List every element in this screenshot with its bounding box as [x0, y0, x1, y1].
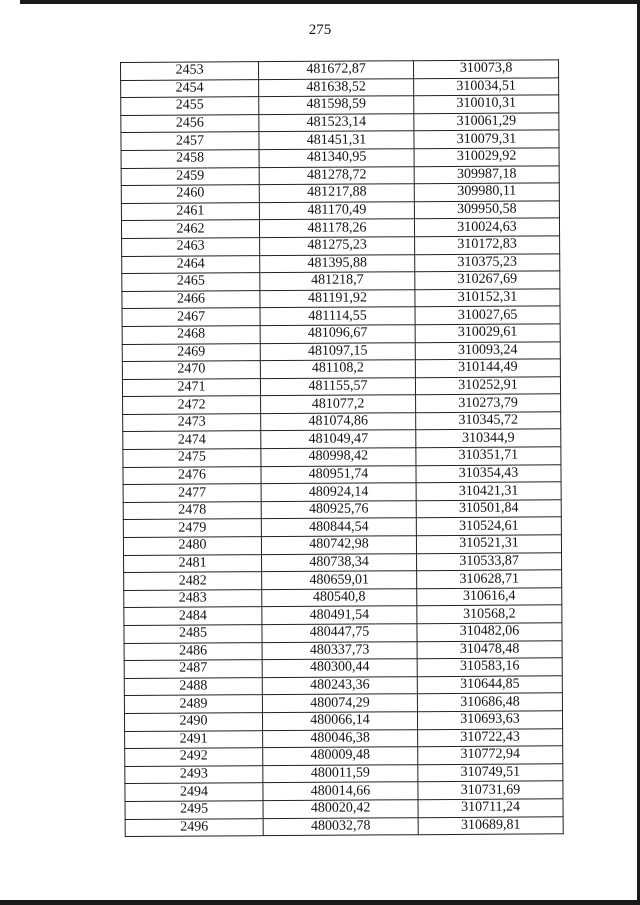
- y-coordinate-cell: 309987,18: [414, 165, 559, 183]
- x-coordinate-cell: 480074,29: [262, 694, 417, 713]
- y-coordinate-cell: 310686,48: [417, 693, 562, 711]
- point-number-cell: 2495: [125, 801, 263, 819]
- point-number-cell: 2470: [122, 361, 260, 379]
- point-number-cell: 2458: [121, 150, 259, 168]
- x-coordinate-cell: 481077,2: [261, 395, 416, 414]
- point-number-cell: 2459: [121, 167, 259, 185]
- y-coordinate-cell: 310375,23: [415, 253, 560, 271]
- y-coordinate-cell: 310722,43: [418, 728, 563, 746]
- point-number-cell: 2483: [124, 589, 262, 607]
- point-number-cell: 2484: [124, 607, 262, 625]
- y-coordinate-cell: 310616,4: [417, 588, 562, 606]
- x-coordinate-cell: 480924,14: [261, 483, 416, 502]
- x-coordinate-cell: 481049,47: [261, 430, 416, 449]
- x-coordinate-cell: 481672,87: [259, 61, 414, 80]
- point-number-cell: 2489: [124, 695, 262, 713]
- y-coordinate-cell: 310034,51: [414, 77, 559, 95]
- y-coordinate-cell: 310267,69: [415, 271, 560, 289]
- point-number-cell: 2466: [122, 290, 260, 308]
- x-coordinate-cell: 481114,55: [260, 307, 415, 326]
- point-number-cell: 2468: [122, 326, 260, 344]
- point-number-cell: 2494: [125, 783, 263, 801]
- point-number-cell: 2482: [124, 572, 262, 590]
- point-number-cell: 2474: [123, 431, 261, 449]
- point-number-cell: 2461: [121, 202, 259, 220]
- x-coordinate-cell: 481275,23: [260, 237, 415, 256]
- y-coordinate-cell: 310027,65: [415, 306, 560, 324]
- y-coordinate-cell: 310772,94: [418, 746, 563, 764]
- point-number-cell: 2485: [124, 625, 262, 643]
- y-coordinate-cell: 309950,58: [414, 201, 559, 219]
- y-coordinate-cell: 310029,61: [415, 324, 560, 342]
- y-coordinate-cell: 310252,91: [415, 377, 560, 395]
- y-coordinate-cell: 310421,31: [416, 482, 561, 500]
- point-number-cell: 2469: [122, 343, 260, 361]
- x-coordinate-cell: 480243,36: [262, 676, 417, 695]
- y-coordinate-cell: 310583,16: [417, 658, 562, 676]
- x-coordinate-cell: 480491,54: [262, 606, 417, 625]
- y-coordinate-cell: 310073,8: [413, 60, 558, 78]
- y-coordinate-cell: 310689,81: [418, 816, 563, 834]
- y-coordinate-cell: 310010,31: [414, 95, 559, 113]
- y-coordinate-cell: 310344,9: [416, 429, 561, 447]
- y-coordinate-cell: 310024,63: [414, 218, 559, 236]
- x-coordinate-cell: 481178,26: [259, 219, 414, 238]
- point-number-cell: 2467: [122, 308, 260, 326]
- scan-border-bottom: [0, 900, 640, 905]
- point-number-cell: 2476: [123, 466, 261, 484]
- y-coordinate-cell: 310273,79: [416, 394, 561, 412]
- point-number-cell: 2460: [121, 185, 259, 203]
- point-number-cell: 2496: [125, 818, 263, 836]
- point-number-cell: 2454: [121, 79, 259, 97]
- x-coordinate-cell: 481523,14: [259, 113, 414, 132]
- point-number-cell: 2456: [121, 114, 259, 132]
- y-coordinate-cell: 310093,24: [415, 341, 560, 359]
- y-coordinate-cell: 310354,43: [416, 464, 561, 482]
- x-coordinate-cell: 481096,67: [260, 325, 415, 344]
- x-coordinate-cell: 480300,44: [262, 659, 417, 678]
- point-number-cell: 2481: [124, 554, 262, 572]
- point-number-cell: 2472: [123, 396, 261, 414]
- y-coordinate-cell: 310521,31: [416, 535, 561, 553]
- point-number-cell: 2488: [124, 677, 262, 695]
- point-number-cell: 2490: [124, 713, 262, 731]
- y-coordinate-cell: 310524,61: [416, 517, 561, 535]
- x-coordinate-cell: 480742,98: [261, 536, 416, 555]
- x-coordinate-cell: 481155,57: [260, 377, 415, 396]
- x-coordinate-cell: 480020,42: [263, 800, 418, 819]
- point-number-cell: 2462: [121, 220, 259, 238]
- y-coordinate-cell: 310731,69: [418, 781, 563, 799]
- x-coordinate-cell: 480009,48: [263, 747, 418, 766]
- page-number: 275: [308, 22, 332, 38]
- point-number-cell: 2492: [125, 748, 263, 766]
- y-coordinate-cell: 310061,29: [414, 113, 559, 131]
- point-number-cell: 2487: [124, 660, 262, 678]
- y-coordinate-cell: 309980,11: [414, 183, 559, 201]
- y-coordinate-cell: 310501,84: [416, 500, 561, 518]
- point-number-cell: 2457: [121, 132, 259, 150]
- y-coordinate-cell: 310628,71: [417, 570, 562, 588]
- y-coordinate-cell: 310172,83: [415, 236, 560, 254]
- point-number-cell: 2475: [123, 449, 261, 467]
- scan-border-top: [20, 0, 640, 4]
- y-coordinate-cell: 310568,2: [417, 605, 562, 623]
- point-number-cell: 2491: [125, 730, 263, 748]
- x-coordinate-cell: 481278,72: [259, 166, 414, 185]
- x-coordinate-cell: 480659,01: [262, 571, 417, 590]
- y-coordinate-cell: 310478,48: [417, 640, 562, 658]
- y-coordinate-cell: 310029,92: [414, 148, 559, 166]
- y-coordinate-cell: 310351,71: [416, 447, 561, 465]
- table-row: [125, 816, 563, 836]
- x-coordinate-cell: 481451,31: [259, 131, 414, 150]
- y-coordinate-cell: 310482,06: [417, 623, 562, 641]
- x-coordinate-cell: 480738,34: [262, 553, 417, 572]
- y-coordinate-cell: 310749,51: [418, 764, 563, 782]
- coordinates-table: [120, 59, 564, 837]
- point-number-cell: 2455: [121, 97, 259, 115]
- point-number-cell: 2479: [123, 519, 261, 537]
- y-coordinate-cell: 310533,87: [417, 552, 562, 570]
- x-coordinate-cell: 480844,54: [261, 518, 416, 537]
- point-number-cell: 2465: [122, 273, 260, 291]
- y-coordinate-cell: 310144,49: [415, 359, 560, 377]
- x-coordinate-cell: 480337,73: [262, 641, 417, 660]
- x-coordinate-cell: 481191,92: [260, 289, 415, 308]
- point-number-cell: 2486: [124, 642, 262, 660]
- y-coordinate-cell: 310644,85: [417, 676, 562, 694]
- x-coordinate-cell: 481638,52: [259, 78, 414, 97]
- point-number-cell: 2473: [123, 414, 261, 432]
- x-coordinate-cell: 481217,88: [259, 184, 414, 203]
- x-coordinate-cell: 480998,42: [261, 448, 416, 467]
- x-coordinate-cell: 481170,49: [259, 201, 414, 220]
- x-coordinate-cell: 481108,2: [260, 360, 415, 379]
- x-coordinate-cell: 481097,15: [260, 342, 415, 361]
- x-coordinate-cell: 480046,38: [263, 729, 418, 748]
- x-coordinate-cell: 481340,95: [259, 149, 414, 168]
- x-coordinate-cell: 480032,78: [263, 817, 418, 836]
- y-coordinate-cell: 310693,63: [417, 711, 562, 729]
- x-coordinate-cell: 481598,59: [259, 96, 414, 115]
- point-number-cell: 2464: [122, 255, 260, 273]
- point-number-cell: 2493: [125, 765, 263, 783]
- point-number-cell: 2453: [121, 62, 259, 80]
- x-coordinate-cell: 480925,76: [261, 501, 416, 520]
- x-coordinate-cell: 480011,59: [263, 764, 418, 783]
- x-coordinate-cell: 480540,8: [262, 589, 417, 608]
- x-coordinate-cell: 480066,14: [262, 712, 417, 731]
- y-coordinate-cell: 310079,31: [414, 130, 559, 148]
- y-coordinate-cell: 310345,72: [416, 412, 561, 430]
- x-coordinate-cell: 480447,75: [262, 624, 417, 643]
- x-coordinate-cell: 481395,88: [260, 254, 415, 273]
- x-coordinate-cell: 481074,86: [261, 413, 416, 432]
- point-number-cell: 2478: [123, 501, 261, 519]
- point-number-cell: 2463: [122, 238, 260, 256]
- point-number-cell: 2480: [123, 537, 261, 555]
- x-coordinate-cell: 480951,74: [261, 465, 416, 484]
- point-number-cell: 2477: [123, 484, 261, 502]
- x-coordinate-cell: 481218,7: [260, 272, 415, 291]
- y-coordinate-cell: 310711,24: [418, 799, 563, 817]
- x-coordinate-cell: 480014,66: [263, 782, 418, 801]
- y-coordinate-cell: 310152,31: [415, 289, 560, 307]
- point-number-cell: 2471: [122, 378, 260, 396]
- coordinates-table-body: [121, 60, 564, 837]
